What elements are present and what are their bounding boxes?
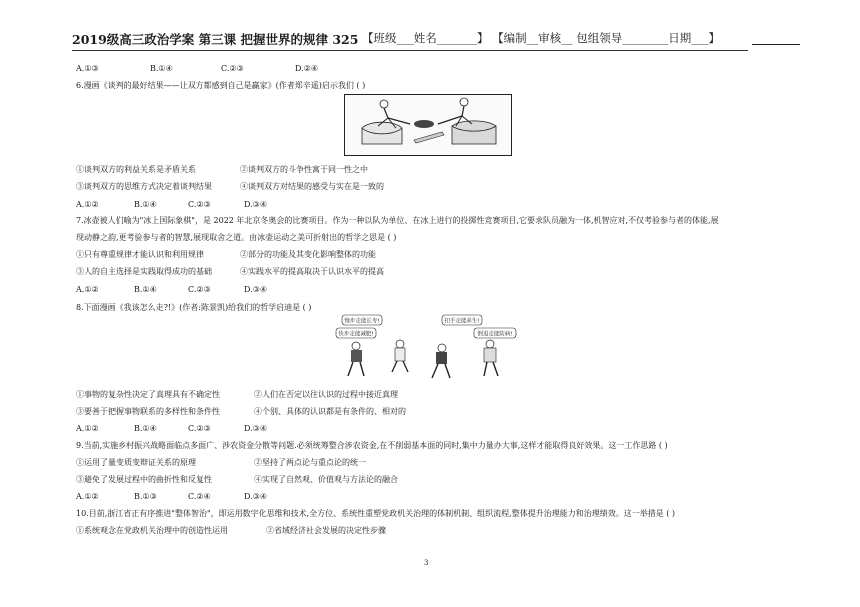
walking-cartoon	[334, 314, 518, 380]
q7-stem-line-2: 现动静之韵,更考验参与者的智慧,展现取舍之道。由冰壶运动之美可折射出的哲学之思是 ( )	[76, 233, 397, 242]
q7-statement-3: ③人的自主选择是实践取得成功的基础	[76, 267, 212, 276]
page-header	[62, 30, 800, 50]
q7-stem-line-1: 7.冰壶被人们喻为"冰上国际象棋"，是 2022 年北京冬奥会的比赛项目。作为一种以队为单位、在冰上进行的投掷性竞赛项目,它要求队员融为一体,机智应对,不仅考验参与者的体能,展	[76, 216, 719, 225]
q8-statement-4: ④个别、具体的认识都是有条件的、相对的	[254, 407, 406, 416]
q9-statement-3: ③避免了发展过程中的曲折性和反复性	[76, 475, 212, 484]
q9-stem: 9.当前,实施乡村振兴战略面临点多面广、涉农资金分散等问题.必须统筹整合涉农资金,在不削弱基本面的同时,集中力量办大事,这样才能取得良好效果。这一工作思路 ( )	[76, 441, 668, 450]
bubble-1: 慢步走能长寿!	[344, 318, 380, 325]
q8-option-d: D.③④	[244, 424, 268, 433]
q8-option-b: B.①④	[134, 424, 157, 433]
q6-option-b: B.①④	[134, 200, 157, 209]
bubble-4: 倒退走能防病!	[477, 331, 513, 338]
q10-statement-2: ②省域经济社会发展的决定性步骤	[266, 526, 386, 535]
q6-statement-4: ④谈判双方对结果的感受与实在是一致的	[240, 182, 384, 191]
q7-option-c: C.②③	[188, 285, 211, 294]
q5-option-b: B.①④	[150, 64, 173, 73]
q7-option-d: D.③④	[244, 285, 268, 294]
q7-statement-4: ④实践水平的提高取决于认识水平的提高	[240, 267, 384, 276]
q8-statement-1: ①事物的复杂性决定了真理具有不确定性	[76, 390, 220, 399]
q8-statement-3: ③要善于把握事物联系的多样性和条件性	[76, 407, 220, 416]
q5-option-a: A.①③	[76, 64, 99, 73]
q10-stem: 10.目前,浙江省正有序推进"整体智治"，即运用数字化思维和技术,全方位、系统性重塑党政机关治理的体制机制、组织流程,整体提升治理能力和治理绩效。这一举措是 ( )	[76, 509, 676, 518]
header-title: 2019级高三政治学案 第三课 把握世界的规律 325	[72, 32, 359, 47]
q9-option-c: C.②④	[188, 492, 211, 501]
q9-option-a: A.①②	[76, 492, 99, 501]
q6-statement-3: ③谈判双方的思维方式决定着谈判结果	[76, 182, 212, 191]
q9-option-b: B.①③	[134, 492, 157, 501]
q7-option-b: B.①④	[134, 285, 157, 294]
q5-option-d: D.②④	[295, 64, 319, 73]
q9-statement-4: ④实现了自然观、价值观与方法论的融合	[254, 475, 398, 484]
bubble-2: 快步走能减肥!	[338, 331, 374, 338]
header-meta: 【班级___姓名_______】 【编制__审核__ 包组领导________日期___】	[362, 31, 721, 45]
q10-statement-1: ①系统观念在党政机关治理中的创造性运用	[76, 526, 228, 535]
q9-option-d: D.③④	[244, 492, 268, 501]
q6-statement-1: ①谈判双方的利益关系是矛盾关系	[76, 165, 196, 174]
q6-stem: 6.漫画《谈判的最好结果——让双方都感到自己是赢家》(作者郑辛遥)启示我们 ( )	[76, 81, 366, 90]
q8-option-a: A.①②	[76, 424, 99, 433]
q8-statement-2: ②人们在否定以往认识的过程中接近真理	[254, 390, 398, 399]
header-blank-line	[752, 44, 800, 45]
q7-statement-2: ②部分的功能及其变化影响整体的功能	[240, 250, 376, 259]
q5-option-c: C.②③	[221, 64, 244, 73]
q9-statement-1: ①运用了量变质变辩证关系的原理	[76, 458, 196, 467]
q6-statement-2: ②谈判双方的斗争性寓于同一性之中	[240, 165, 368, 174]
q9-statement-2: ②坚持了两点论与重点论的统一	[254, 458, 366, 467]
q8-stem: 8.下面漫画《我该怎么走?!》(作者:陈景凯)给我们的哲学启迪是 ( )	[76, 303, 312, 312]
header-rule	[72, 50, 748, 51]
bubble-3: 扣手走能养生!	[444, 318, 480, 325]
q6-option-c: C.②③	[188, 200, 211, 209]
negotiation-cartoon	[344, 94, 512, 156]
q7-option-a: A.①②	[76, 285, 99, 294]
page-number: 3	[424, 559, 429, 567]
q7-statement-1: ①只有尊重规律才能认识和利用规律	[76, 250, 204, 259]
q6-option-d: D.③④	[244, 200, 268, 209]
q6-option-a: A.①②	[76, 200, 99, 209]
q8-option-c: C.②③	[188, 424, 211, 433]
